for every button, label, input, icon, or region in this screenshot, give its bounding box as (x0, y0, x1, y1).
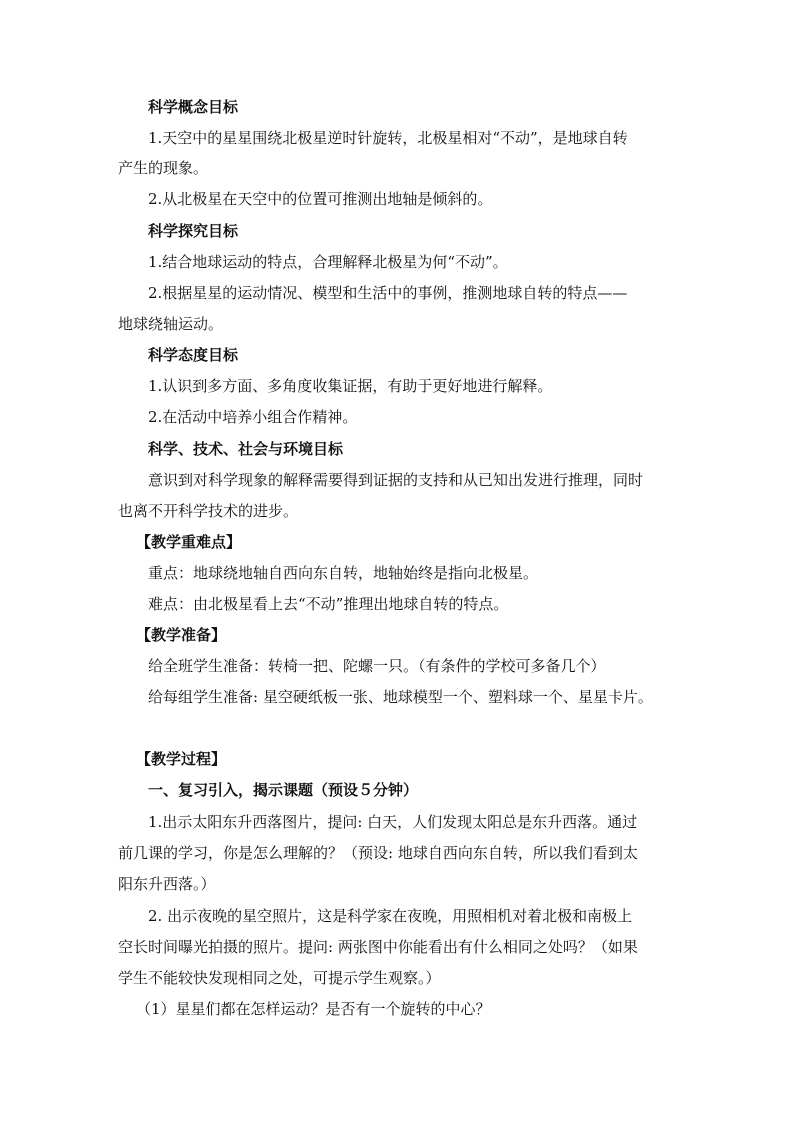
heading-teaching-process: 【教学过程】 (136, 750, 227, 768)
heading-science-attitude: 科学态度目标 (148, 346, 239, 364)
section-heading: 一、复习引入，揭示课题（预设５分钟） (148, 781, 419, 799)
paragraph-line: 2. 出示夜晚的星空照片，这是科学家在夜晚，用照相机对着北极和南极上 (148, 907, 633, 925)
paragraph-line: 产生的现象。 (118, 159, 209, 177)
paragraph-line: 阳东升西落。） (118, 875, 216, 893)
paragraph-line: 1.天空中的星星围绕北极星逆时针旋转，北极星相对“不动”，是地球自转 (148, 129, 628, 147)
paragraph-line: 意识到对科学现象的解释需要得到证据的支持和从已知出发进行推理，同时 (148, 471, 644, 489)
paragraph-line: 前几课的学习，你是怎么理解的？（预设: 地球自西向东自转，所以我们看到太 (118, 844, 638, 862)
paragraph-line: 空长时间曝光拍摄的照片。提问: 两张图中你能看出有什么相同之处吗？（如果 (118, 938, 638, 956)
heading-science-concept: 科学概念目标 (148, 98, 239, 116)
paragraph-line: 地球绕轴运动。 (118, 315, 224, 333)
heading-key-points: 【教学重难点】 (136, 533, 242, 551)
paragraph-line: 难点：由北极星看上去“不动”推理出地球自转的特点。 (148, 595, 509, 613)
paragraph-line: 也离不开科学技术的进步。 (118, 502, 299, 520)
paragraph-line: 给每组学生准备: 星空硬纸板一张、地球模型一个、塑料球一个、星星卡片。 (148, 688, 653, 706)
paragraph-line: 2.根据星星的运动情况、模型和生活中的事例，推测地球自转的特点—— (148, 284, 628, 302)
heading-science-inquiry: 科学探究目标 (148, 222, 239, 240)
paragraph-line: 1.认识到多方面、多角度收集证据，有助于更好地进行解释。 (148, 377, 553, 395)
paragraph-line: 1.结合地球运动的特点，合理解释北极星为何“不动”。 (148, 253, 508, 271)
paragraph-line: 重点：地球绕地轴自西向东自转，地轴始终是指向北极星。 (148, 564, 539, 582)
heading-stse: 科学、技术、社会与环境目标 (148, 440, 344, 458)
paragraph-line: 2.在活动中培养小组合作精神。 (148, 408, 358, 426)
paragraph-line: 学生不能较快发现相同之处，可提示学生观察。） (118, 969, 441, 987)
paragraph-line: 1.出示太阳东升西落图片，提问: 白天，人们发现太阳总是东升西落。通过 (148, 813, 638, 831)
paragraph-line: （1）星星们都在怎样运动？是否有一个旋转的中心？ (136, 1000, 491, 1018)
heading-preparation: 【教学准备】 (136, 626, 227, 644)
paragraph-line: 2.从北极星在天空中的位置可推测出地轴是倾斜的。 (148, 190, 493, 208)
paragraph-line: 给全班学生准备：转椅一把、陀螺一只。（有条件的学校可多备几个） (148, 657, 606, 675)
